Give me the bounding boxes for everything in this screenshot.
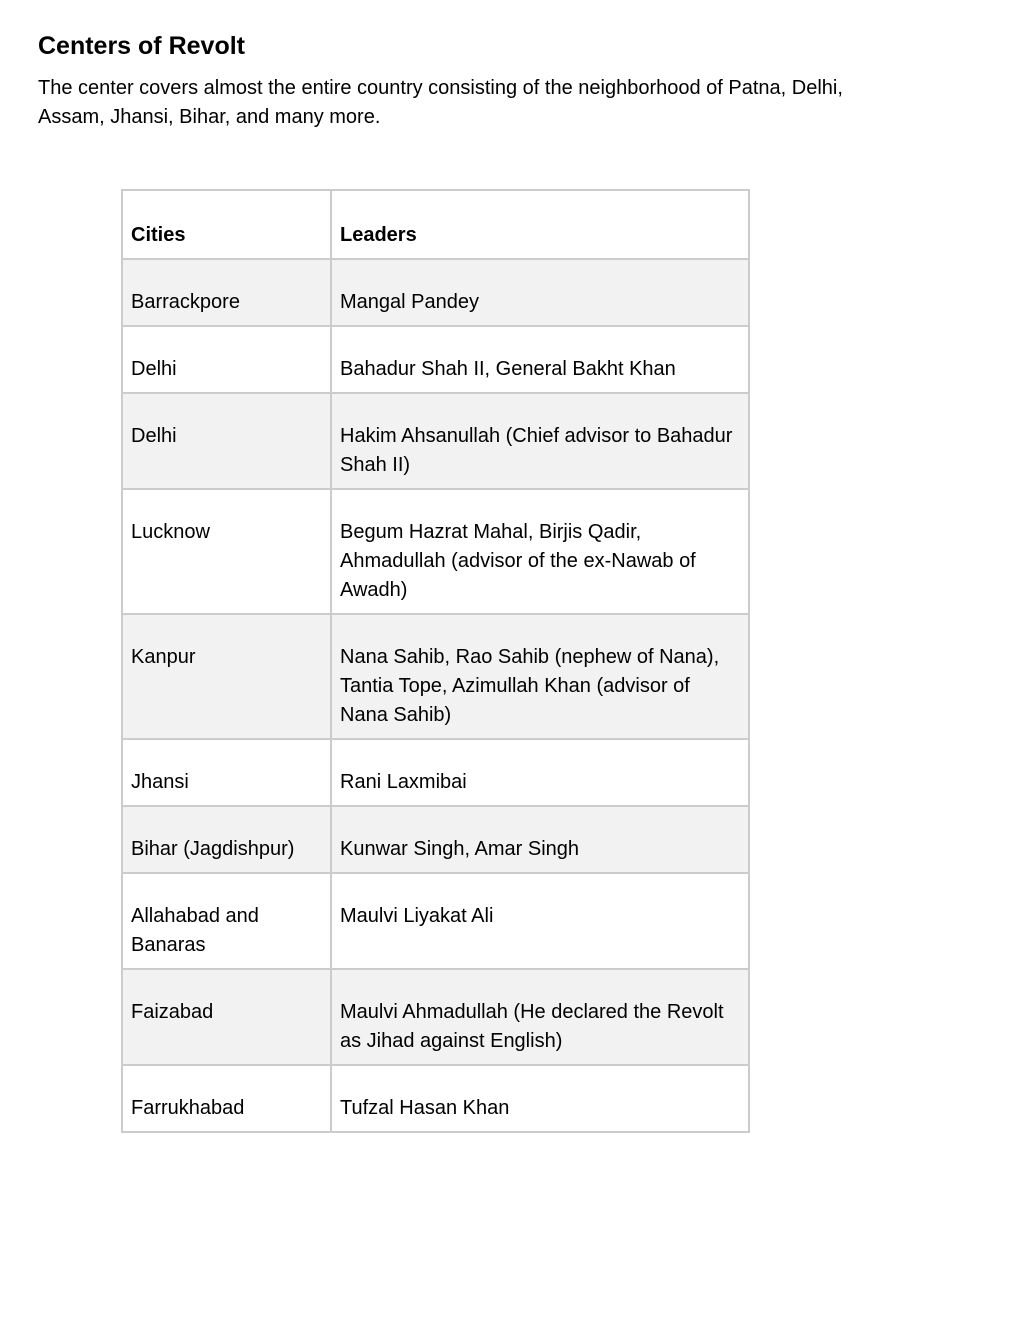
city-cell: Bihar (Jagdishpur) xyxy=(122,806,331,873)
leaders-cell: Maulvi Liyakat Ali xyxy=(331,873,749,969)
table-row xyxy=(122,326,749,393)
city-cell: Barrackpore xyxy=(122,259,331,326)
table-row xyxy=(122,393,749,489)
table-row xyxy=(122,614,749,739)
leaders-cell: Maulvi Ahmadullah (He declared the Revolt as Jihad against English) xyxy=(331,969,749,1065)
leaders-cell: Tufzal Hasan Khan xyxy=(331,1065,749,1132)
table-row xyxy=(122,806,749,873)
table-row xyxy=(122,489,749,614)
city-cell: Allahabad and Banaras xyxy=(122,873,331,969)
header-cities: Cities xyxy=(122,190,331,259)
cities-leaders-table xyxy=(121,189,750,1133)
city-cell: Farrukhabad xyxy=(122,1065,331,1132)
city-cell: Jhansi xyxy=(122,739,331,806)
page-title: Centers of Revolt xyxy=(38,32,245,60)
table-row xyxy=(122,1065,749,1132)
table-row xyxy=(122,969,749,1065)
leaders-cell: Nana Sahib, Rao Sahib (nephew of Nana), Tantia Tope, Azimullah Khan (advisor of Nana Sahib) xyxy=(331,614,749,739)
table-row xyxy=(122,259,749,326)
leaders-cell: Mangal Pandey xyxy=(331,259,749,326)
leaders-cell: Kunwar Singh, Amar Singh xyxy=(331,806,749,873)
table-header-row xyxy=(122,190,749,259)
city-cell: Delhi xyxy=(122,393,331,489)
city-cell: Faizabad xyxy=(122,969,331,1065)
leaders-cell: Rani Laxmibai xyxy=(331,739,749,806)
intro-paragraph: The center covers almost the entire country consisting of the neighborhood of Patna, Delhi, Assam, Jhansi, Bihar, and many more. xyxy=(38,77,843,128)
city-cell: Lucknow xyxy=(122,489,331,614)
table-row xyxy=(122,739,749,806)
leaders-cell: Begum Hazrat Mahal, Birjis Qadir, Ahmadullah (advisor of the ex-Nawab of Awadh) xyxy=(331,489,749,614)
header-leaders: Leaders xyxy=(331,190,749,259)
leaders-cell: Hakim Ahsanullah (Chief advisor to Bahadur Shah II) xyxy=(331,393,749,489)
table-row xyxy=(122,873,749,969)
city-cell: Delhi xyxy=(122,326,331,393)
city-cell: Kanpur xyxy=(122,614,331,739)
leaders-cell: Bahadur Shah II, General Bakht Khan xyxy=(331,326,749,393)
